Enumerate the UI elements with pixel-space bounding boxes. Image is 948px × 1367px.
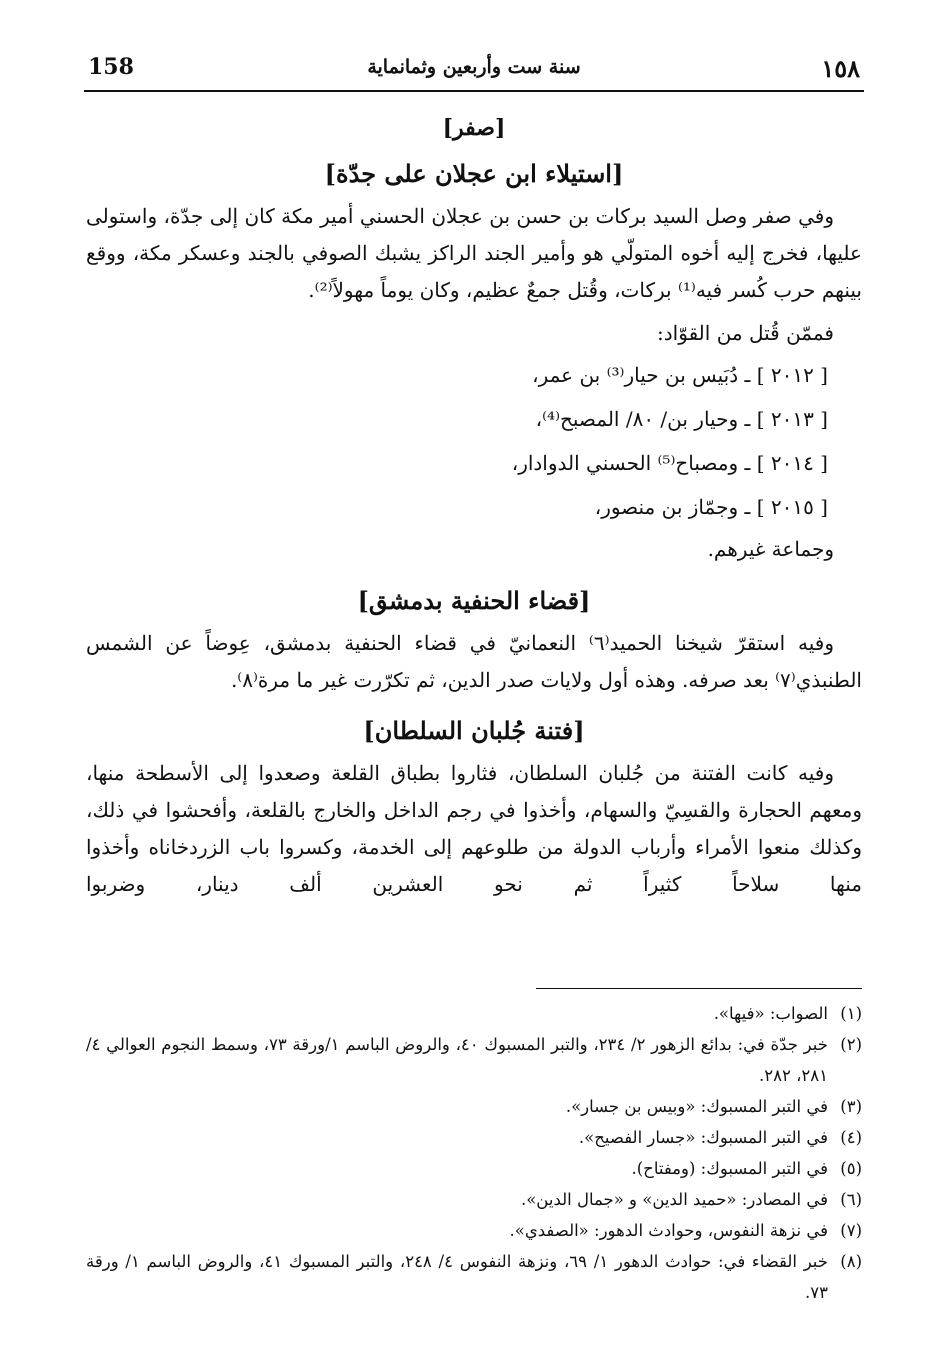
- paragraph-hanafi-judgeship: وفيه استقرّ شيخنا الحميد⁽٦⁾ النعمانيّ في قضاء الحنفية بدمشق، عِوضاً عن الشمس الطنبذي⁽٧⁾ بعد صرفه. وهذه أول ولايات صدر الدين، ثم تكرّرت غير ما مرة⁽٨⁾.: [86, 631, 862, 692]
- page-number-arabic: ١٥٨: [821, 54, 860, 83]
- footnote: [86, 1153, 862, 1184]
- footnote-text: خبر جدّة في: بدائع الزهور ٢/ ٢٣٤، والتبر المسبوك ٤٠، والروض الباسم ١/ورقة ٧٣، وسمط النجوم العوالي ٤/ ٢٨١، ٢٨٢.: [86, 1035, 828, 1085]
- footnote-text: في التبر المسبوك: (ومفتاح).: [631, 1159, 828, 1178]
- killed-outro: وجماعة غيرهم.: [707, 537, 834, 561]
- footnote: [86, 1215, 862, 1246]
- section-heading-jeddah: [استيلاء ابن عجلان على جدّة]: [324, 159, 624, 188]
- paragraph-julban-sedition: وفيه كانت الفتنة من جُلبان السلطان، فثاروا بطباق القلعة وصعدوا إلى الأسطحة منها، ومعهم الحجارة والقسِيّ والسهام، وأخذوا في رجم الداخل والخارج بالقلعة، وأفحشوا في ذلك، وكذلك منعوا الأمراء وأرباب الدولة من طلوعهم إلى الخدمة، وكسروا باب الزردخاناه وأخذوا منها سلاحاً كثيراً ثم نحو العشرين ألف دينار، وضربوا: [86, 761, 862, 896]
- footnote-rule: [536, 988, 862, 989]
- footnote-number: (٣): [840, 1097, 862, 1116]
- list-item: [ ٢٠١٢ ] ـ دُبَيس بن حيار⁽³⁾ بن عمر،: [532, 363, 828, 387]
- footnote-number: (١): [840, 1004, 862, 1023]
- month-heading: [صفر]: [442, 115, 506, 141]
- running-title: سنة ست وأربعين وثمانماية: [367, 56, 581, 78]
- list-item: [ ٢٠١٣ ] ـ وحيار بن/ ٨٠/ المصبح⁽⁴⁾،: [535, 407, 828, 431]
- footnote-number: (٤): [840, 1128, 862, 1147]
- footnote-number: (٥): [840, 1159, 862, 1178]
- footnote: [86, 1246, 862, 1308]
- footnote-number: (٢): [840, 1035, 862, 1054]
- paragraph-jeddah: وفي صفر وصل السيد بركات بن حسن بن عجلان الحسني أمير مكة كان إلى جدّة، واستولى عليها، فخرج إليه أخوه المتولّي هو وأمير الجند الراكز يشبك الصوفي بالجند وعسكر مكة، ووقع بينهم حرب كُسر فيه⁽¹⁾ بركات، وقُتل جمعٌ عظيم، وكان يوماً مهولاً⁽²⁾.: [86, 204, 862, 302]
- header-rule: [84, 90, 864, 92]
- main-text: [86, 104, 862, 903]
- footnote-number: (٧): [840, 1221, 862, 1240]
- killed-list: [86, 353, 862, 529]
- footnote-number: (٦): [840, 1190, 862, 1209]
- footnote-text: في نزهة النفوس، وحوادث الدهور: «الصفدي».: [509, 1221, 828, 1240]
- footnote-text: في التبر المسبوك: «وبيس بن جسار».: [565, 1097, 828, 1116]
- footnote: [86, 1029, 862, 1091]
- footnote-number: (٨): [840, 1252, 862, 1271]
- footnote-text: في المصادر: «حميد الدين» و «جمال الدين».: [520, 1190, 828, 1209]
- footnote: [86, 1184, 862, 1215]
- footnote: [86, 1091, 862, 1122]
- footnotes: [86, 998, 862, 1308]
- list-item: [ ٢٠١٥ ] ـ وجمّاز بن منصور،: [594, 495, 828, 519]
- footnote-text: في التبر المسبوك: «جسار الفصيح».: [578, 1128, 828, 1147]
- footnote-text: خبر القضاء في: حوادث الدهور ١/ ٦٩، ونزهة النفوس ٤/ ٢٤٨، والتبر المسبوك ٤١، والروض الباسم ١/ ورقة ٧٣.: [86, 1252, 828, 1302]
- page-number-latin: 158: [88, 54, 134, 80]
- killed-intro: فممّن قُتل من القوّاد:: [657, 321, 834, 345]
- footnote-text: الصواب: «فيها».: [713, 1004, 828, 1023]
- list-item: [ ٢٠١٤ ] ـ ومصباح⁽⁵⁾ الحسني الدوادار،: [511, 451, 828, 475]
- section-heading-hanafi-judgeship: [قضاء الحنفية بدمشق]: [357, 586, 591, 615]
- footnote: [86, 1122, 862, 1153]
- footnote: [86, 998, 862, 1029]
- section-heading-julban-sedition: [فتنة جُلبان السلطان]: [363, 716, 585, 745]
- page-header: [84, 48, 864, 88]
